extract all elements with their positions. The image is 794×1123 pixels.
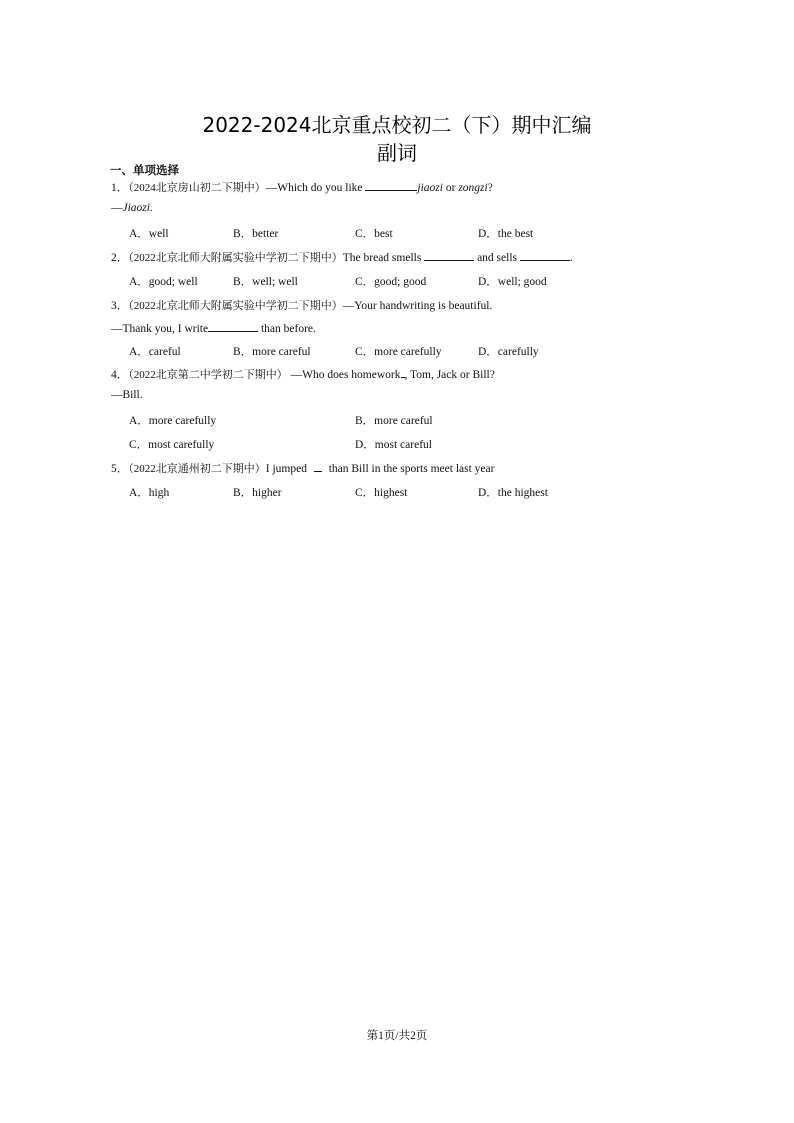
section-heading: 一、单项选择	[110, 163, 179, 177]
answer-blank	[314, 460, 322, 472]
question-4-reply: —Bill.	[111, 389, 143, 401]
document-title: 2022-2024北京重点校初二（下）期中汇编	[202, 113, 592, 137]
question-1-option-a: A．well	[129, 228, 169, 240]
question-5-option-d: D．the highest	[478, 487, 548, 499]
question-3-option-b: B．more careful	[233, 346, 311, 358]
question-1-stem	[111, 179, 493, 195]
question-1-option-b: B．better	[233, 228, 279, 240]
question-2-option-c: C．good; good	[355, 276, 427, 288]
reply-text: than before.	[258, 323, 316, 335]
question-text: —Which do you like	[265, 182, 366, 194]
question-text: I jumped	[265, 463, 310, 475]
question-3-option-c: C．more carefully	[355, 346, 442, 358]
question-source: （2022北京第二中学初二下期中）	[128, 369, 288, 381]
question-source: （2022北京北师大附属实验中学初二下期中）	[128, 300, 343, 312]
page-footer: 第1页/共2页	[366, 1030, 428, 1042]
question-text: than Bill in the sports meet last year	[325, 463, 495, 475]
question-2-option-a: A．good; well	[129, 276, 198, 288]
question-text: —Your handwriting is beautiful.	[342, 300, 493, 312]
question-4-option-b: B．more careful	[355, 415, 433, 427]
question-3-reply	[111, 320, 316, 335]
question-source: （2024北京房山初二下期中）	[128, 182, 266, 194]
question-text: , Tom, Jack or Bill?	[404, 369, 495, 381]
question-source: （2022北京北师大附属实验中学初二下期中）	[128, 252, 343, 264]
question-4-option-a: A．more carefully	[129, 415, 217, 427]
question-4-option-d: D．most careful	[355, 439, 432, 451]
question-3-option-d: D．carefully	[478, 346, 539, 358]
question-4-option-c: C．most carefully	[129, 439, 215, 451]
question-4-stem	[111, 366, 495, 382]
reply-text: —Thank you, I write	[111, 323, 209, 335]
question-5-option-b: B．higher	[233, 487, 282, 499]
question-text: The bread smells	[342, 252, 425, 264]
question-number: 5．	[111, 463, 129, 475]
question-5-stem	[111, 460, 494, 476]
question-number: 1．	[111, 182, 129, 194]
answer-blank	[520, 249, 570, 261]
reply-text: Jiaozi	[122, 202, 150, 214]
question-text: and sells	[474, 252, 520, 264]
question-number: 2．	[111, 252, 129, 264]
question-source: （2022北京通州初二下期中）	[128, 463, 266, 475]
answer-blank	[365, 179, 417, 191]
question-3-option-a: A．careful	[129, 346, 181, 358]
question-text: or	[442, 182, 459, 194]
question-2-option-b: B．well; well	[233, 276, 298, 288]
reply-punct: .	[149, 202, 153, 214]
question-text: —Who does homework	[287, 369, 401, 381]
answer-blank	[208, 320, 258, 332]
question-text: ?	[487, 182, 493, 194]
question-5-option-c: C．highest	[355, 487, 408, 499]
question-1-option-c: C．best	[355, 228, 393, 240]
question-text-italic: jiaozi	[417, 182, 443, 194]
question-3-stem	[111, 297, 492, 313]
question-1-reply	[111, 202, 153, 214]
question-2-stem	[111, 249, 573, 265]
answer-blank	[424, 249, 474, 261]
document-subtitle: 副词	[377, 141, 417, 165]
question-number: 4．	[111, 369, 129, 381]
reply-dash: —	[111, 202, 123, 214]
question-2-option-d: D．well; good	[478, 276, 547, 288]
question-text: .	[569, 252, 573, 264]
question-text-italic: zongzi	[458, 182, 488, 194]
question-number: 3．	[111, 300, 129, 312]
question-5-option-a: A．high	[129, 487, 170, 499]
question-1-option-d: D．the best	[478, 228, 534, 240]
